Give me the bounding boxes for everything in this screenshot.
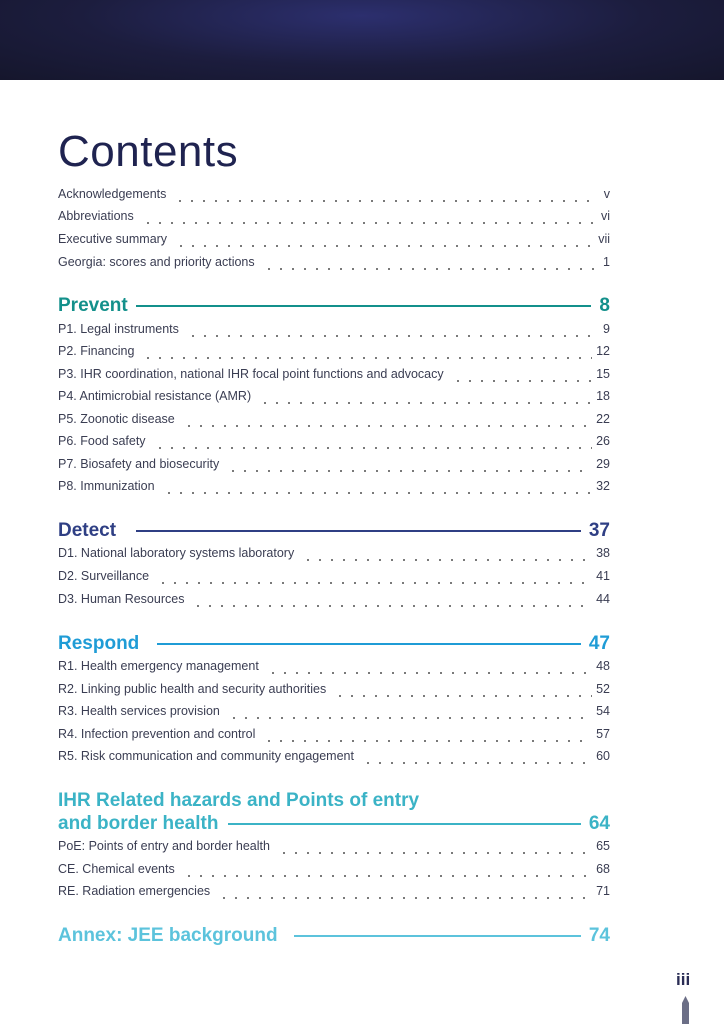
toc-entry-page: 68 [596,862,610,876]
section-title: Annex: JEE background [58,925,278,946]
dot-leader [190,596,592,608]
section-rule [136,305,592,307]
toc-entry[interactable] [58,344,610,362]
toc-entry-page: 52 [596,682,610,696]
toc-entry-page: 26 [596,434,610,448]
toc-entry[interactable] [58,569,610,587]
dot-leader [332,686,592,698]
toc-entry-executive-summary[interactable] [58,232,610,250]
toc-entry-label: R5. Risk communication and community engagement [58,749,354,763]
toc-entry-page: 57 [596,727,610,741]
dot-leader [450,371,592,383]
toc-entry-label: R2. Linking public health and security authorities [58,682,327,696]
toc-entry-page: 18 [596,389,610,403]
toc-entry[interactable] [58,367,610,385]
toc-entry[interactable] [58,862,610,880]
toc-entry-page: 54 [596,704,610,718]
section-title: Detect [58,520,117,541]
toc-entry[interactable] [58,704,610,722]
toc-entry-page: 65 [596,839,610,853]
dot-leader [261,731,592,743]
page-marker-icon [682,996,689,1024]
header-banner [0,0,724,80]
toc-entry-label: Abbreviations [58,209,134,223]
section-heading-detect[interactable] [58,519,610,543]
toc-entry[interactable] [58,546,610,564]
toc-entry-label: PoE: Points of entry and border health [58,839,270,853]
section-title: Respond [58,633,140,654]
dot-leader [185,326,598,338]
toc-entry-label: Acknowledgements [58,187,167,201]
toc-entry-page: 71 [596,884,610,898]
page-number: iii [676,970,691,989]
dot-leader [226,708,592,720]
section-title-line2: and border health [58,813,219,834]
toc-entry-label: RE. Radiation emergencies [58,884,211,898]
toc-entry[interactable] [58,389,610,407]
toc-entry[interactable] [58,434,610,452]
toc-entry-page: v [603,187,610,201]
section-page: 64 [588,813,610,834]
dot-leader [140,348,592,360]
section-rule [228,823,580,825]
section-heading-ihr-hazards[interactable] [58,790,610,836]
dot-leader [216,888,592,900]
section-rule [294,935,581,937]
dot-leader [300,550,592,562]
dot-leader [155,573,592,585]
toc-entry-page: 48 [596,659,610,673]
section-title-line1: IHR Related hazards and Points of entry [58,790,420,811]
toc-entry-page: 22 [596,412,610,426]
section-title: Prevent [58,295,128,316]
toc-entry[interactable] [58,749,610,767]
toc-entry-label: D3. Human Resources [58,592,185,606]
toc-entry-label: D1. National laboratory systems laboratory [58,546,295,560]
toc-entry-page: 1 [603,255,610,269]
toc-entry-label: R3. Health services provision [58,704,220,718]
dot-leader [181,866,592,878]
dot-leader [140,213,597,225]
section-page: 74 [588,925,610,946]
dot-leader [161,483,593,495]
dot-leader [276,843,592,855]
dot-leader [152,438,593,450]
toc-entry-label: P2. Financing [58,344,135,358]
toc-entry[interactable] [58,479,610,497]
toc-entry-label: P6. Food safety [58,434,146,448]
toc-entry-label: R1. Health emergency management [58,659,259,673]
dot-leader [360,753,592,765]
toc-entry-page: 44 [596,592,610,606]
dot-leader [261,259,598,271]
section-rule [157,643,581,645]
section-heading-prevent[interactable] [58,294,610,318]
toc-entry-label: R4. Infection prevention and control [58,727,256,741]
dot-leader [173,236,594,248]
toc-entry[interactable] [58,659,610,677]
toc-entry-label: P4. Antimicrobial resistance (AMR) [58,389,252,403]
section-page: 37 [588,520,610,541]
section-page: 47 [588,633,610,654]
dot-leader [257,393,592,405]
toc-entry-label: P7. Biosafety and biosecurity [58,457,220,471]
section-heading-annex[interactable] [58,924,610,948]
toc-entry-label: D2. Surveillance [58,569,150,583]
dot-leader [225,461,592,473]
toc-entry[interactable] [58,457,610,475]
toc-entry-label: CE. Chemical events [58,862,175,876]
dot-leader [181,416,592,428]
toc-entry[interactable] [58,412,610,430]
section-heading-respond[interactable] [58,632,610,656]
toc-entry-abbreviations[interactable] [58,209,610,227]
toc-entry-page: 38 [596,546,610,560]
toc-entry-page: 15 [596,367,610,381]
toc-entry[interactable] [58,682,610,700]
toc-entry-acknowledgements[interactable] [58,187,610,205]
toc-entry-georgia-scores[interactable] [58,255,610,273]
toc-entry-page: 41 [596,569,610,583]
toc-entry[interactable] [58,839,610,857]
toc-entry[interactable] [58,884,610,902]
toc-entry-label: P3. IHR coordination, national IHR focal point functions and advocacy [58,367,444,381]
toc-entry-page: 32 [596,479,610,493]
toc-entry-page: vi [600,209,610,223]
toc-entry-page: 9 [603,322,610,336]
toc-entry[interactable] [58,322,610,340]
section-page: 8 [599,295,610,316]
toc-entry-page: 29 [596,457,610,471]
toc-entry-label: Georgia: scores and priority actions [58,255,255,269]
toc-entry[interactable] [58,727,610,745]
toc-entry-label: Executive summary [58,232,168,246]
toc-entry-label: P8. Immunization [58,479,155,493]
toc-entry-label: P5. Zoonotic disease [58,412,175,426]
toc-entry-page: vii [598,232,610,246]
toc-entry-page: 60 [596,749,610,763]
toc-entry-page: 12 [596,344,610,358]
dot-leader [172,191,598,203]
section-rule [136,530,581,532]
page-title: Contents [58,127,239,176]
dot-leader [265,663,592,675]
toc-entry[interactable] [58,592,610,610]
toc-entry-label: P1. Legal instruments [58,322,179,336]
